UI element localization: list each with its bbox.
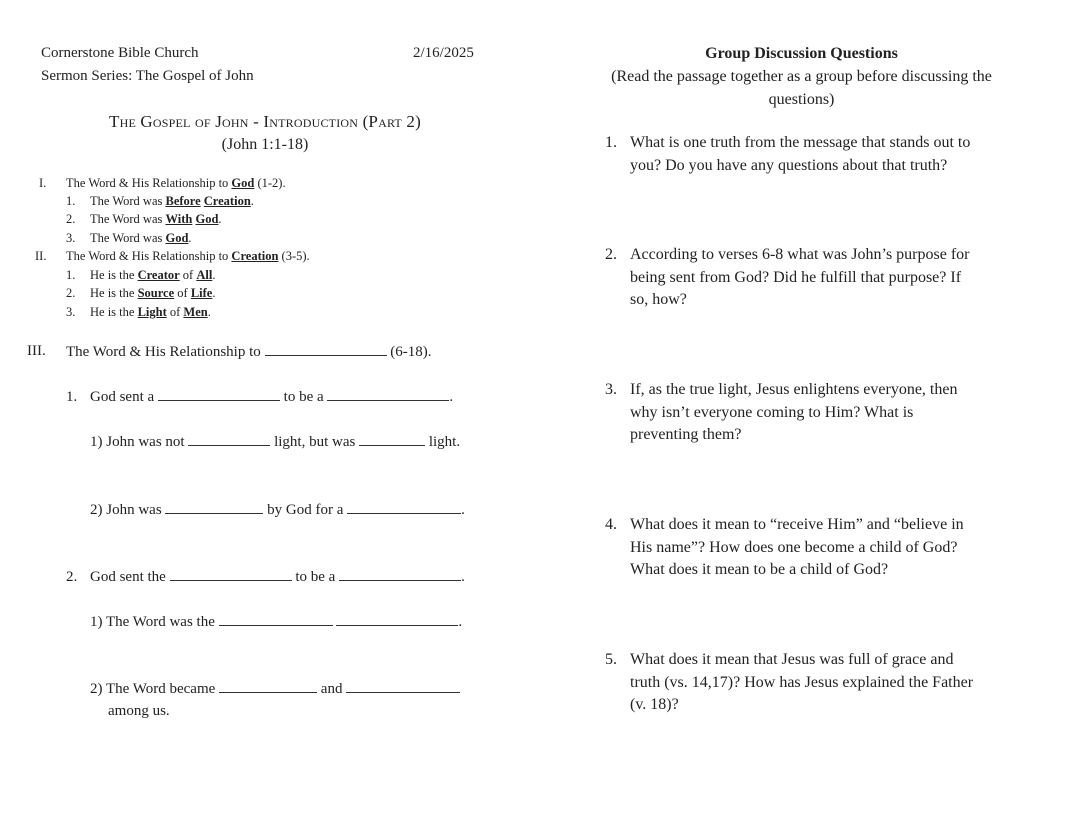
question-text: His name”? How does one become a child of God? xyxy=(630,538,958,556)
question-text: If, as the true light, Jesus enlightens everyone, then xyxy=(630,381,958,398)
outline-keyword: Creator xyxy=(137,268,180,282)
outline-keyword: God xyxy=(195,212,219,226)
question-text: What is one truth from the message that stands out to xyxy=(630,134,971,151)
question-text: What does it mean that Jesus was full of grace and xyxy=(630,651,954,668)
outline-subpoint-1 xyxy=(66,388,453,406)
outline-text: of xyxy=(166,305,184,319)
fill-in-blank[interactable] xyxy=(188,433,270,446)
discussion-subtitle-line1: (Read the passage together as a group before discussing the xyxy=(611,68,992,85)
outline-keyword: Source xyxy=(137,286,175,300)
question-text: (v. 18)? xyxy=(630,696,679,713)
question-text: so, how? xyxy=(630,291,687,308)
outline-subpoint xyxy=(66,194,254,209)
outline-number: 2. xyxy=(66,286,76,300)
outline-numeral-iii: III. xyxy=(27,343,46,359)
church-name: Cornerstone Bible Church xyxy=(41,45,199,61)
outline-text: (3-5). xyxy=(278,249,310,263)
outline-text: (1-2). xyxy=(254,176,286,190)
outline-keyword: Life xyxy=(190,286,213,300)
fill-in-blank[interactable] xyxy=(327,388,449,401)
question-number: 5. xyxy=(605,651,617,668)
outline-text: and xyxy=(317,681,347,697)
outline-point-iii xyxy=(66,343,432,361)
outline-keyword: Light xyxy=(137,305,167,319)
outline-text: 2) The Word became xyxy=(90,681,220,697)
outline-text: The Word & His Relationship to xyxy=(66,249,232,263)
scripture-reference: (John 1:1-18) xyxy=(221,136,309,153)
fill-in-blank[interactable] xyxy=(346,680,460,693)
question-text: being sent from God? Did he fulfill that purpose? If xyxy=(630,268,962,286)
sermon-title: The Gospel of John - Introduction (Part 2) xyxy=(109,112,421,131)
question-number: 3. xyxy=(605,381,617,398)
outline-number: 2. xyxy=(66,212,76,226)
fill-in-blank[interactable] xyxy=(359,433,425,446)
fill-in-blank[interactable] xyxy=(336,613,458,626)
outline-detail-1b xyxy=(90,501,465,519)
outline-text: The Word was xyxy=(90,212,166,226)
outline-subpoint xyxy=(66,231,192,246)
outline-text: light. xyxy=(425,434,461,450)
outline-text: He is the xyxy=(90,286,138,300)
outline-keyword: God xyxy=(231,176,255,190)
question-text: you? Do you have any questions about that truth? xyxy=(630,156,948,174)
question-number: 1. xyxy=(605,134,617,151)
outline-subpoint xyxy=(66,305,211,320)
outline-text: . xyxy=(250,194,254,208)
fill-in-blank[interactable] xyxy=(265,343,387,356)
question-text: why isn’t everyone coming to Him? What is xyxy=(630,403,914,421)
outline-text: . xyxy=(458,614,463,630)
fill-in-blank[interactable] xyxy=(158,388,280,401)
sermon-date: 2/16/2025 xyxy=(413,45,474,61)
outline-keyword: All xyxy=(196,268,213,282)
outline-text: . xyxy=(188,231,192,245)
fill-in-blank[interactable] xyxy=(219,680,317,693)
outline-text: 2) John was xyxy=(90,502,166,518)
outline-number: 3. xyxy=(66,305,76,319)
question-text: truth (vs. 14,17)? How has Jesus explained the Father xyxy=(630,673,974,691)
outline-text: by God for a xyxy=(263,502,348,518)
outline-keyword: Men xyxy=(183,305,208,319)
fill-in-blank[interactable] xyxy=(339,568,461,581)
outline-subpoint xyxy=(66,212,222,227)
outline-text: . xyxy=(461,502,465,518)
outline-text: God sent the xyxy=(90,569,170,585)
outline-number: 3. xyxy=(66,231,76,245)
outline-keyword: God xyxy=(165,231,189,245)
outline-number: 1. xyxy=(66,268,76,282)
outline-text: The Word was xyxy=(90,194,166,208)
outline-subpoint-2 xyxy=(66,568,465,586)
outline-point-ii xyxy=(66,249,310,264)
outline-text: . xyxy=(212,286,216,300)
outline-subpoint xyxy=(66,286,215,301)
outline-text: . xyxy=(449,389,454,405)
question-text: What does it mean to “receive Him” and “believe in xyxy=(630,516,964,533)
outline-text: . xyxy=(207,305,211,319)
outline-subpoint xyxy=(66,268,215,283)
outline-detail-1a xyxy=(90,433,460,451)
question-text: preventing them? xyxy=(630,426,742,443)
fill-in-blank[interactable] xyxy=(165,501,263,514)
outline-keyword: Creation xyxy=(231,249,279,263)
outline-keyword: With xyxy=(165,212,193,226)
outline-text: 1) The Word was the xyxy=(90,614,219,630)
discussion-subtitle-line2: questions) xyxy=(768,91,835,108)
outline-text: . xyxy=(212,268,216,282)
outline-text: to be a xyxy=(291,569,340,585)
outline-text: He is the xyxy=(90,268,138,282)
outline-text: God sent a xyxy=(90,389,158,405)
outline-point-i xyxy=(66,176,286,191)
fill-in-blank[interactable] xyxy=(347,501,461,514)
outline-keyword: Before xyxy=(165,194,201,208)
outline-text: light, but was xyxy=(270,434,360,450)
outline-detail-2b xyxy=(90,680,460,698)
outline-text: . xyxy=(461,569,465,585)
outline-numeral-i: I. xyxy=(39,176,47,190)
fill-in-blank[interactable] xyxy=(170,568,292,581)
discussion-title: Group Discussion Questions xyxy=(705,45,898,62)
outline-text: to be a xyxy=(279,389,328,405)
outline-detail-2a xyxy=(90,613,462,631)
outline-text: 1) John was not xyxy=(90,434,189,450)
outline-text: The Word & His Relationship to xyxy=(66,176,232,190)
outline-number: 1. xyxy=(66,194,76,208)
outline-keyword: Creation xyxy=(203,194,251,208)
outline-text: of xyxy=(179,268,197,282)
question-number: 4. xyxy=(605,516,617,533)
outline-text: The Word & His Relationship to xyxy=(66,344,265,360)
question-text: What does it mean to be a child of God? xyxy=(630,561,889,578)
outline-text: He is the xyxy=(90,305,138,319)
outline-number: 2. xyxy=(66,569,78,585)
question-text: According to verses 6-8 what was John’s purpose for xyxy=(630,246,970,263)
sermon-series: Sermon Series: The Gospel of John xyxy=(41,68,254,84)
outline-number: 1. xyxy=(66,389,78,405)
question-number: 2. xyxy=(605,246,617,263)
outline-detail-2b-continued: among us. xyxy=(108,703,170,719)
outline-text: . xyxy=(218,212,222,226)
outline-text: (6-18). xyxy=(386,344,432,360)
outline-text: of xyxy=(174,286,191,300)
fill-in-blank[interactable] xyxy=(219,613,333,626)
outline-numeral-ii: II. xyxy=(35,249,47,263)
outline-text: The Word was xyxy=(90,231,166,245)
